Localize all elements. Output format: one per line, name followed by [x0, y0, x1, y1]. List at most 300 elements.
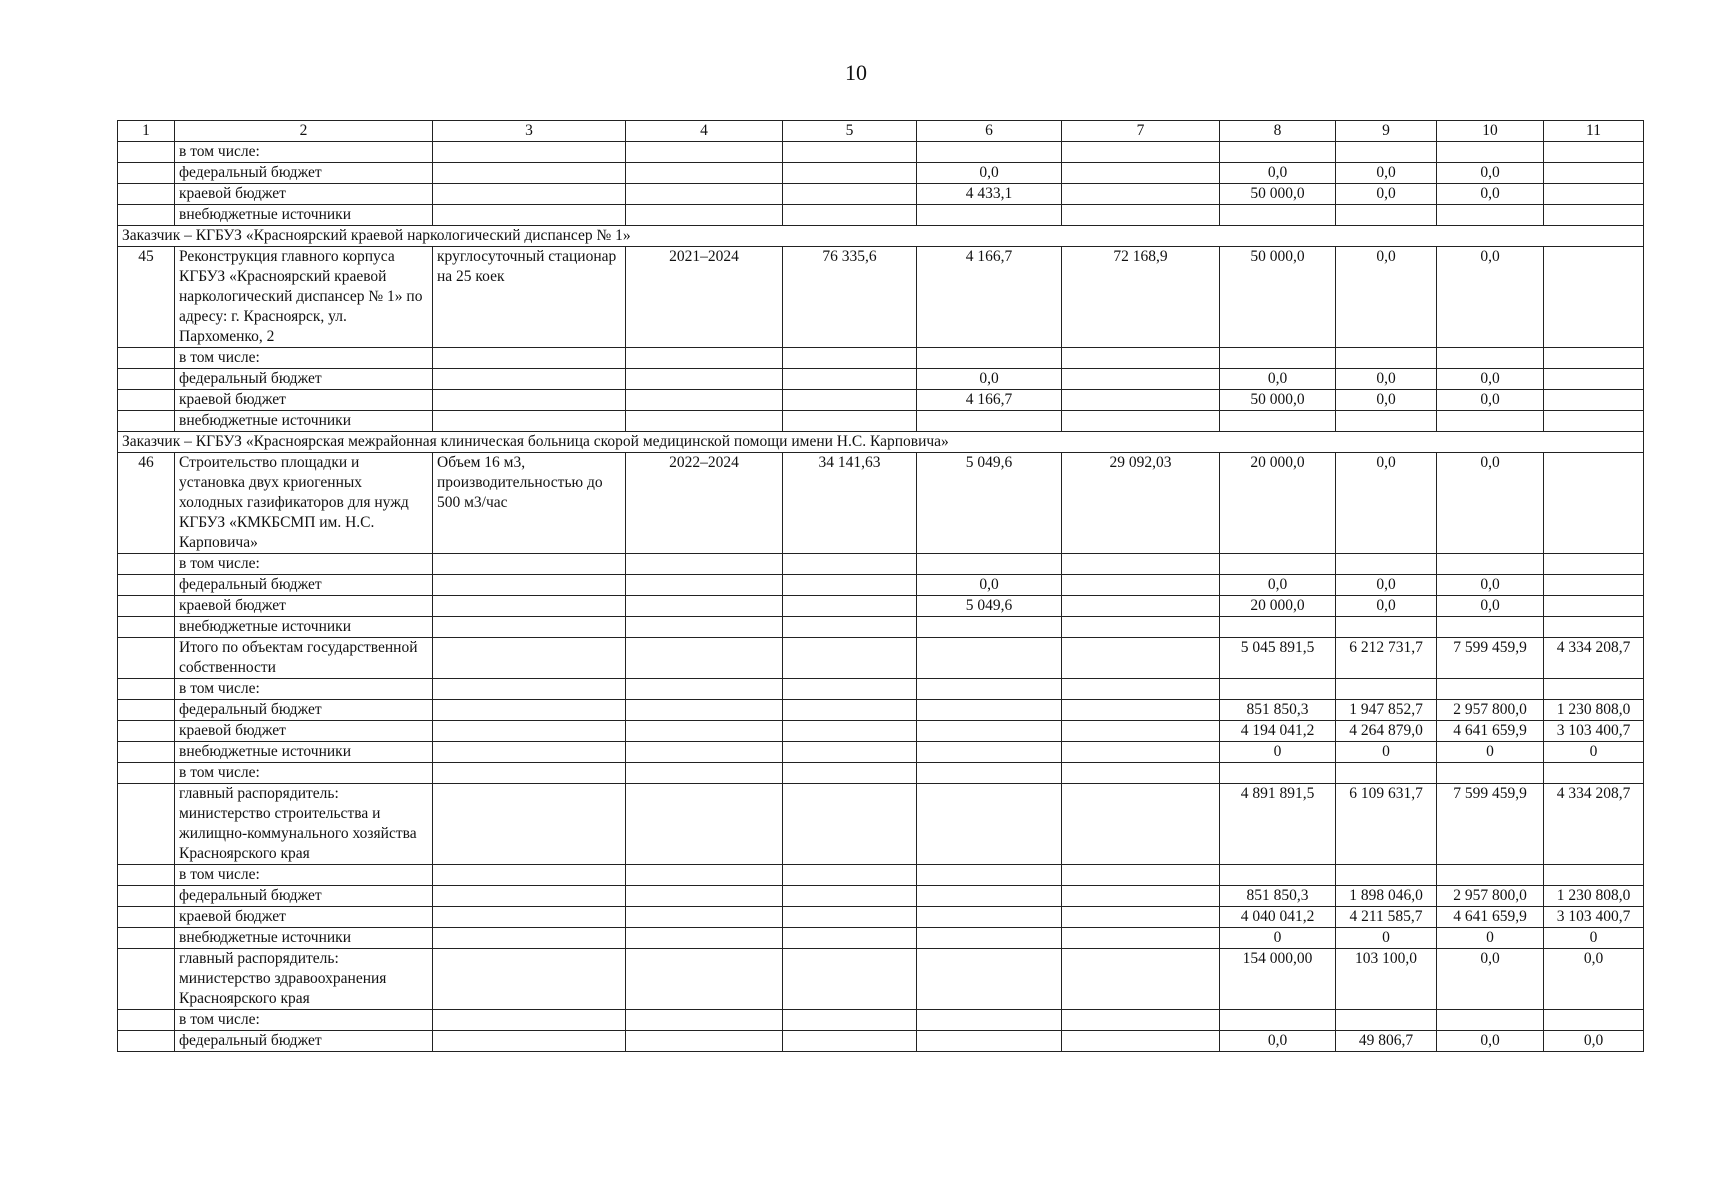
table-cell — [118, 617, 175, 638]
table-cell: федеральный бюджет — [175, 1031, 433, 1052]
table-cell: 103 100,0 — [1336, 949, 1437, 1010]
table-cell — [1336, 411, 1437, 432]
table-row — [118, 784, 1644, 865]
table-cell: 29 092,03 — [1062, 453, 1220, 554]
table-cell — [626, 886, 783, 907]
table-cell — [1062, 742, 1220, 763]
table-row — [118, 763, 1644, 784]
table-cell — [1336, 205, 1437, 226]
table-cell: 0,0 — [1336, 369, 1437, 390]
table-cell — [118, 700, 175, 721]
table-cell: 4 641 659,9 — [1437, 907, 1544, 928]
table-cell: 2021–2024 — [626, 247, 783, 348]
table-cell — [1220, 679, 1336, 700]
table-cell — [1062, 142, 1220, 163]
table-cell — [626, 721, 783, 742]
table-cell — [626, 554, 783, 575]
table-cell — [626, 784, 783, 865]
table-cell: 2022–2024 — [626, 453, 783, 554]
table-cell — [433, 865, 626, 886]
table-cell — [783, 575, 917, 596]
table-cell — [917, 554, 1062, 575]
table-cell — [783, 369, 917, 390]
table-cell: Итого по объектам государственной собственности — [175, 638, 433, 679]
table-row — [118, 390, 1644, 411]
table-cell — [1220, 1010, 1336, 1031]
table-cell — [626, 390, 783, 411]
table-cell — [1220, 763, 1336, 784]
table-cell — [433, 742, 626, 763]
table-cell — [433, 348, 626, 369]
table-cell — [917, 865, 1062, 886]
table-cell — [626, 205, 783, 226]
table-cell: 3 103 400,7 — [1544, 907, 1644, 928]
table-cell — [1544, 596, 1644, 617]
table-cell — [1062, 163, 1220, 184]
table-cell: 50 000,0 — [1220, 184, 1336, 205]
table-cell — [1544, 163, 1644, 184]
table-cell: 4 211 585,7 — [1336, 907, 1437, 928]
table-cell — [783, 184, 917, 205]
table-cell — [626, 679, 783, 700]
table-cell: 4 433,1 — [917, 184, 1062, 205]
table-cell: 0,0 — [1336, 596, 1437, 617]
table-cell: 0 — [1220, 742, 1336, 763]
table-row — [118, 596, 1644, 617]
table-cell — [783, 1010, 917, 1031]
table-cell — [1220, 554, 1336, 575]
table-cell — [917, 763, 1062, 784]
table-cell: краевой бюджет — [175, 184, 433, 205]
table-cell: 1 898 046,0 — [1336, 886, 1437, 907]
table-cell — [783, 411, 917, 432]
table-cell: 45 — [118, 247, 175, 348]
table-cell — [1336, 679, 1437, 700]
table-cell — [433, 575, 626, 596]
table-cell — [433, 907, 626, 928]
table-cell — [118, 721, 175, 742]
table-cell — [433, 411, 626, 432]
table-cell — [1544, 1010, 1644, 1031]
table-cell — [626, 142, 783, 163]
table-cell — [118, 348, 175, 369]
table-cell — [1437, 411, 1544, 432]
table-cell: 0,0 — [1437, 575, 1544, 596]
table-cell — [1544, 205, 1644, 226]
table-cell — [1544, 679, 1644, 700]
table-cell: 4 264 879,0 — [1336, 721, 1437, 742]
table-cell: краевой бюджет — [175, 596, 433, 617]
table-cell: 0,0 — [1336, 575, 1437, 596]
table-cell: 0 — [1544, 742, 1644, 763]
table-cell — [118, 742, 175, 763]
table-cell — [433, 617, 626, 638]
table-cell: 2 957 800,0 — [1437, 886, 1544, 907]
table-cell — [626, 575, 783, 596]
table-cell — [917, 411, 1062, 432]
table-cell — [783, 638, 917, 679]
table-cell — [433, 142, 626, 163]
table-cell — [783, 784, 917, 865]
table-cell: 0,0 — [1336, 184, 1437, 205]
page-number: 10 — [845, 60, 867, 85]
table-cell — [433, 721, 626, 742]
table-cell: 851 850,3 — [1220, 700, 1336, 721]
table-cell: 1 230 808,0 — [1544, 886, 1644, 907]
table-cell — [917, 700, 1062, 721]
table-cell — [433, 163, 626, 184]
table-cell — [118, 907, 175, 928]
table-cell: Объем 16 м3, производительностью до 500 м3/час — [433, 453, 626, 554]
table-cell: 6 109 631,7 — [1336, 784, 1437, 865]
column-number-row — [118, 121, 1644, 142]
table-cell — [1062, 700, 1220, 721]
table-cell — [1336, 1010, 1437, 1031]
table-cell — [118, 411, 175, 432]
table-cell — [917, 907, 1062, 928]
table-cell — [118, 1031, 175, 1052]
table-cell: 0,0 — [917, 163, 1062, 184]
table-cell — [1544, 184, 1644, 205]
table-cell — [783, 205, 917, 226]
table-cell — [433, 1031, 626, 1052]
table-cell — [783, 1031, 917, 1052]
table-cell — [1062, 907, 1220, 928]
table-cell — [917, 928, 1062, 949]
table-cell — [1336, 348, 1437, 369]
table-cell — [626, 369, 783, 390]
table-cell — [917, 638, 1062, 679]
table-cell — [118, 554, 175, 575]
table-cell: 20 000,0 — [1220, 453, 1336, 554]
table-cell — [917, 721, 1062, 742]
table-cell — [783, 949, 917, 1010]
table-cell — [626, 1010, 783, 1031]
table-cell — [1437, 205, 1544, 226]
table-cell: 0,0 — [1220, 369, 1336, 390]
table-cell — [917, 1010, 1062, 1031]
column-number: 5 — [783, 121, 917, 142]
table-cell: 4 194 041,2 — [1220, 721, 1336, 742]
table-cell — [118, 369, 175, 390]
table-cell — [433, 596, 626, 617]
table-cell: 0,0 — [1437, 596, 1544, 617]
table-cell: 20 000,0 — [1220, 596, 1336, 617]
table-row — [118, 886, 1644, 907]
table-cell — [917, 1031, 1062, 1052]
table-cell — [433, 928, 626, 949]
table-cell — [917, 205, 1062, 226]
table-cell: 0,0 — [1437, 163, 1544, 184]
table-cell: Строительство площадки и установка двух криогенных холодных газификаторов для нужд КГБУЗ «КМКБСМП им. Н.С. Карповича» — [175, 453, 433, 554]
table-cell — [1336, 142, 1437, 163]
table-cell — [1544, 575, 1644, 596]
table-cell — [1220, 348, 1336, 369]
table-cell — [433, 700, 626, 721]
table-cell: 0,0 — [1437, 949, 1544, 1010]
table-cell: 3 103 400,7 — [1544, 721, 1644, 742]
table-cell: федеральный бюджет — [175, 369, 433, 390]
table-cell — [1062, 1010, 1220, 1031]
table-cell — [626, 907, 783, 928]
table-cell — [1220, 865, 1336, 886]
table-cell — [626, 865, 783, 886]
table-cell — [433, 1010, 626, 1031]
table-cell — [917, 617, 1062, 638]
table-cell — [626, 348, 783, 369]
table-cell — [1336, 865, 1437, 886]
table-cell — [783, 886, 917, 907]
table-cell — [1544, 348, 1644, 369]
table-cell — [433, 184, 626, 205]
table-cell: 50 000,0 — [1220, 247, 1336, 348]
table-cell: главный распорядитель: министерство строительства и жилищно-коммунального хозяйства Красноярского края — [175, 784, 433, 865]
table-cell — [783, 763, 917, 784]
table-cell — [433, 554, 626, 575]
table-cell: в том числе: — [175, 142, 433, 163]
table-cell: краевой бюджет — [175, 907, 433, 928]
table-row — [118, 679, 1644, 700]
table-cell: в том числе: — [175, 554, 433, 575]
column-number: 8 — [1220, 121, 1336, 142]
column-number: 9 — [1336, 121, 1437, 142]
table-cell — [783, 554, 917, 575]
table-cell: круглосуточный стационар на 25 коек — [433, 247, 626, 348]
table-cell — [783, 617, 917, 638]
table-cell — [1544, 369, 1644, 390]
table-cell: 0,0 — [1437, 184, 1544, 205]
table-cell — [626, 1031, 783, 1052]
table-cell: внебюджетные источники — [175, 928, 433, 949]
table-row — [118, 700, 1644, 721]
table-row — [118, 453, 1644, 554]
table-cell: внебюджетные источники — [175, 617, 433, 638]
table-cell — [118, 763, 175, 784]
table-cell: 0 — [1220, 928, 1336, 949]
table-cell: 0,0 — [1220, 163, 1336, 184]
table-cell — [1544, 554, 1644, 575]
table-cell — [626, 949, 783, 1010]
table-cell — [917, 886, 1062, 907]
table-row — [118, 184, 1644, 205]
table-cell — [1062, 369, 1220, 390]
table-row — [118, 721, 1644, 742]
table-cell — [1062, 184, 1220, 205]
table-cell — [783, 742, 917, 763]
table-cell: 0,0 — [1437, 390, 1544, 411]
table-cell — [917, 742, 1062, 763]
table-cell — [118, 390, 175, 411]
table-cell: 0,0 — [1544, 949, 1644, 1010]
table-cell — [1544, 390, 1644, 411]
table-cell — [118, 679, 175, 700]
customer-row — [118, 432, 1644, 453]
table-cell — [1062, 784, 1220, 865]
table-cell: в том числе: — [175, 865, 433, 886]
table-cell — [917, 142, 1062, 163]
table-cell — [626, 638, 783, 679]
table-cell — [1437, 142, 1544, 163]
table-cell: 851 850,3 — [1220, 886, 1336, 907]
table-cell: 0,0 — [1437, 369, 1544, 390]
table-cell — [433, 638, 626, 679]
table-cell — [433, 949, 626, 1010]
table-cell: 0,0 — [1437, 1031, 1544, 1052]
table-cell: 2 957 800,0 — [1437, 700, 1544, 721]
table-cell — [626, 763, 783, 784]
table-cell — [1062, 348, 1220, 369]
table-cell — [1062, 554, 1220, 575]
table-cell — [626, 163, 783, 184]
table-cell — [433, 763, 626, 784]
table-cell: внебюджетные источники — [175, 742, 433, 763]
table-cell: краевой бюджет — [175, 390, 433, 411]
table-cell — [118, 596, 175, 617]
table-cell: 0 — [1437, 742, 1544, 763]
table-cell: 0,0 — [1220, 1031, 1336, 1052]
table-cell — [118, 142, 175, 163]
table-cell — [626, 184, 783, 205]
table-cell — [433, 369, 626, 390]
table-cell: в том числе: — [175, 348, 433, 369]
table-cell — [118, 784, 175, 865]
table-cell — [1062, 721, 1220, 742]
table-cell: 4 334 208,7 — [1544, 784, 1644, 865]
table-cell: 0,0 — [1220, 575, 1336, 596]
table-cell: 0,0 — [1437, 247, 1544, 348]
table-cell — [626, 596, 783, 617]
table-cell: краевой бюджет — [175, 721, 433, 742]
table-row — [118, 638, 1644, 679]
table-row — [118, 163, 1644, 184]
table-cell — [1437, 865, 1544, 886]
table-cell: 0,0 — [1336, 453, 1437, 554]
table-cell — [118, 638, 175, 679]
table-cell — [433, 784, 626, 865]
table-cell: главный распорядитель: министерство здравоохранения Красноярского края — [175, 949, 433, 1010]
table-cell — [1062, 886, 1220, 907]
table-cell — [917, 679, 1062, 700]
table-cell — [1220, 142, 1336, 163]
table-row — [118, 348, 1644, 369]
table-cell — [118, 949, 175, 1010]
table-cell — [917, 348, 1062, 369]
table-cell: 50 000,0 — [1220, 390, 1336, 411]
table-row — [118, 907, 1644, 928]
table-cell: 4 166,7 — [917, 390, 1062, 411]
table-cell — [1062, 411, 1220, 432]
table-row — [118, 742, 1644, 763]
table-cell — [783, 596, 917, 617]
table-row — [118, 369, 1644, 390]
table-cell — [1220, 617, 1336, 638]
table-row — [118, 928, 1644, 949]
table-cell — [1336, 617, 1437, 638]
table-cell: 0,0 — [1336, 247, 1437, 348]
table-row — [118, 575, 1644, 596]
table-row — [118, 1010, 1644, 1031]
table-cell: 1 230 808,0 — [1544, 700, 1644, 721]
column-number: 3 — [433, 121, 626, 142]
table-cell — [1437, 763, 1544, 784]
table-cell: 6 212 731,7 — [1336, 638, 1437, 679]
table-cell — [783, 142, 917, 163]
table-cell — [1062, 596, 1220, 617]
table-cell: в том числе: — [175, 1010, 433, 1031]
table-cell — [1062, 763, 1220, 784]
table-row — [118, 411, 1644, 432]
table-cell: 5 045 891,5 — [1220, 638, 1336, 679]
customer-row — [118, 226, 1644, 247]
table-cell — [1437, 617, 1544, 638]
table-cell: федеральный бюджет — [175, 575, 433, 596]
table-cell: 7 599 459,9 — [1437, 638, 1544, 679]
table-row — [118, 247, 1644, 348]
table-cell — [118, 865, 175, 886]
table-cell: федеральный бюджет — [175, 700, 433, 721]
table-cell — [626, 411, 783, 432]
budget-table — [117, 120, 1644, 1052]
table-cell — [1062, 679, 1220, 700]
table-cell: 0 — [1336, 742, 1437, 763]
table-row — [118, 142, 1644, 163]
table-cell — [118, 184, 175, 205]
table-cell — [1062, 390, 1220, 411]
table-cell: 4 166,7 — [917, 247, 1062, 348]
table-cell: 76 335,6 — [783, 247, 917, 348]
table-cell — [783, 348, 917, 369]
column-number: 2 — [175, 121, 433, 142]
table-cell — [626, 617, 783, 638]
table-cell: в том числе: — [175, 679, 433, 700]
table-cell — [783, 865, 917, 886]
table-cell: 4 040 041,2 — [1220, 907, 1336, 928]
table-cell: 0,0 — [1437, 453, 1544, 554]
table-cell — [917, 784, 1062, 865]
table-row — [118, 865, 1644, 886]
table-cell: 4 334 208,7 — [1544, 638, 1644, 679]
table-cell: 0,0 — [917, 369, 1062, 390]
table-cell — [783, 721, 917, 742]
table-row — [118, 949, 1644, 1010]
table-row — [118, 1031, 1644, 1052]
table-cell — [1437, 554, 1544, 575]
table-cell — [118, 1010, 175, 1031]
table-cell: 0 — [1336, 928, 1437, 949]
table-cell — [1220, 411, 1336, 432]
table-cell — [783, 907, 917, 928]
table-cell — [1062, 1031, 1220, 1052]
table-cell — [1062, 617, 1220, 638]
table-cell — [1437, 679, 1544, 700]
customer-label: Заказчик – КГБУЗ «Красноярская межрайонная клиническая больница скорой медицинской помощи имени Н.С. Карповича» — [118, 432, 1644, 453]
table-cell — [626, 928, 783, 949]
customer-label: Заказчик – КГБУЗ «Красноярский краевой наркологический диспансер № 1» — [118, 226, 1644, 247]
table-cell: Реконструкция главного корпуса КГБУЗ «Красноярский краевой наркологический диспансер № 1» по адресу: г. Красноярск, ул. Пархоменко, 2 — [175, 247, 433, 348]
table-cell — [1062, 205, 1220, 226]
table-cell: 0,0 — [1336, 390, 1437, 411]
table-cell: 46 — [118, 453, 175, 554]
column-number: 1 — [118, 121, 175, 142]
column-number: 6 — [917, 121, 1062, 142]
table-cell — [118, 575, 175, 596]
table-cell — [1437, 1010, 1544, 1031]
table-cell: 0,0 — [1336, 163, 1437, 184]
table-cell — [118, 886, 175, 907]
table-cell — [626, 700, 783, 721]
table-cell: в том числе: — [175, 763, 433, 784]
column-number: 4 — [626, 121, 783, 142]
